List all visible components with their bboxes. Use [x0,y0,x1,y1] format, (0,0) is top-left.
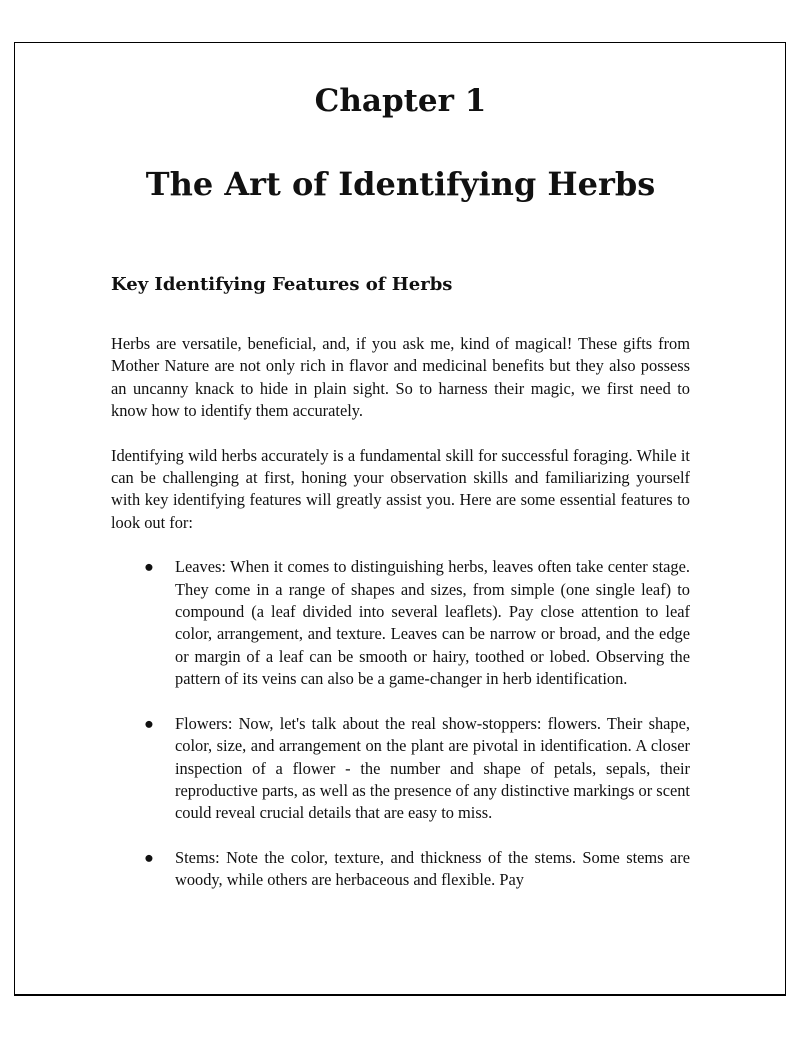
bullet-icon: ● [144,557,154,577]
chapter-number: Chapter 1 [314,83,487,119]
bullet-icon: ● [144,713,154,733]
feature-list [111,556,690,891]
list-item-text: Stems: Note the color, texture, and thickness of the stems. Some stems are woody, while others are herbaceous and flexible. Pay [175,847,690,890]
list-item-leaves [111,556,690,690]
chapter-title: The Art of Identifying Herbs [145,165,656,203]
bullet-icon: ● [144,847,154,867]
section-heading: Key Identifying Features of Herbs [111,274,453,295]
page-content [111,83,690,914]
list-item-text: Leaves: When it comes to distinguishing herbs, leaves often take center stage. They come in a range of shapes and sizes, from simple (one single leaf) to compound (a leaf divided into several leaflets). Pay close attention to leaf color, arrangement, and texture. Leaves can be narrow or broad, and the edge or margin of a leaf can be smooth or hairy, toothed or lobed. Observing the pattern of its veins can also be a game-changer in herb identification. [175,557,690,689]
list-item-text: Flowers: Now, let's talk about the real show-stoppers: flowers. Their shape, color, size, and arrangement on the plant are pivotal in identification. A closer inspection of a flower - the number and shape of petals, sepals, their reproductive parts, as well as the presence of any distinctive markings or scent could reveal crucial details that are easy to miss. [175,713,690,823]
list-item-stems [111,847,690,892]
document-page [14,42,786,996]
intro-paragraph: Herbs are versatile, beneficial, and, if you ask me, kind of magical! These gifts from Mother Nature are not only rich in flavor and medicinal benefits but they also possess an uncanny knack to hide in plain sight. So to harness their magic, we first need to know how to identify them accurately. [111,334,690,421]
list-item-flowers [111,713,690,825]
foraging-paragraph: Identifying wild herbs accurately is a fundamental skill for successful foraging. While it can be challenging at first, honing your observation skills and familiarizing yourself with key identifying features will greatly assist you. Here are some essential features to look out for: [111,445,690,532]
